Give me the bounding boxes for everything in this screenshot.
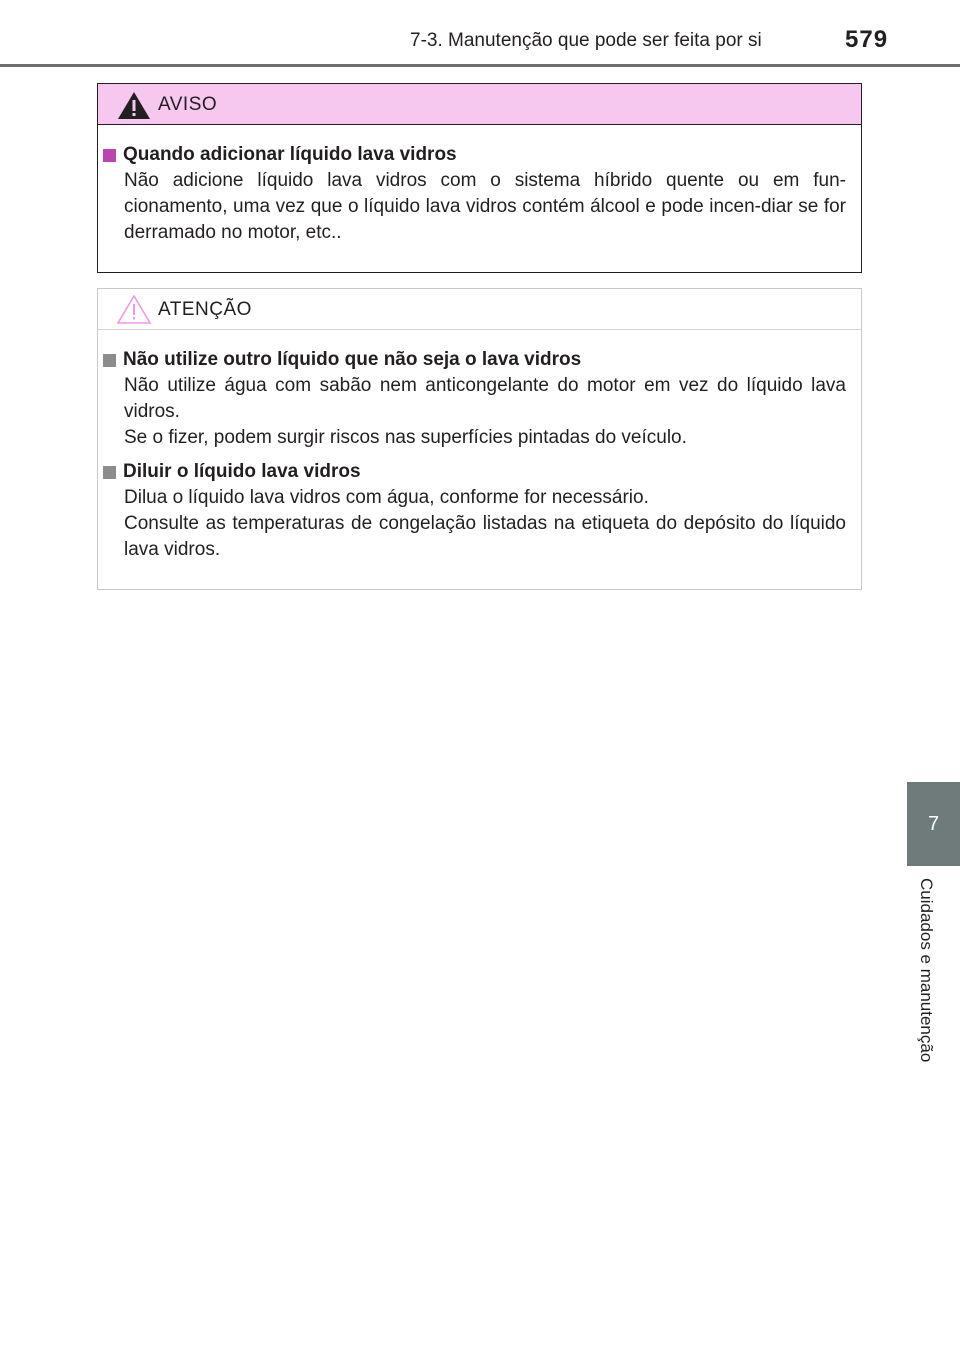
paragraph: Consulte as temperaturas de congelação listadas na etiqueta do depósito do líquido lava vidros. (124, 513, 846, 560)
page-header (0, 0, 960, 66)
bullet-square-icon (103, 149, 116, 162)
section-heading: Diluir o líquido lava vidros (123, 461, 361, 482)
section-body (124, 485, 846, 563)
paragraph: Se o fizer, podem surgir riscos nas superfícies pintadas do veículo. (124, 427, 687, 448)
section-body (124, 373, 846, 451)
chapter-tab (907, 782, 960, 866)
paragraph: Não utilize água com sabão nem anticongelante do motor em vez do líquido lava vidros. (124, 375, 846, 422)
page-number: 579 (845, 26, 889, 53)
bullet-square-icon (103, 354, 116, 367)
warning-label: AVISO (158, 94, 218, 115)
caution-triangle-outline-icon (115, 293, 153, 325)
caution-section-1 (103, 347, 846, 451)
header-divider (0, 64, 960, 67)
chapter-number: 7 (927, 812, 940, 835)
chapter-label-container (906, 878, 946, 1108)
caution-box (97, 288, 862, 590)
warning-box-header (98, 84, 861, 125)
bullet-square-icon (103, 466, 116, 479)
section-title: 7-3. Manutenção que pode ser feita por si (410, 30, 762, 51)
paragraph: Não adicione líquido lava vidros com o sistema híbrido quente ou em fun-cionamento, uma vez que o líquido lava vidros contém álcool e pode incen-diar se for derramado no motor, etc.. (124, 170, 846, 243)
paragraph: Dilua o líquido lava vidros com água, conforme for necessário. (124, 487, 649, 508)
caution-box-header (98, 289, 861, 330)
warning-section (103, 142, 846, 246)
section-heading: Quando adicionar líquido lava vidros (123, 144, 457, 165)
caution-section-2 (103, 459, 846, 563)
chapter-label: Cuidados e manutenção (917, 878, 936, 1063)
section-body (124, 168, 846, 246)
warning-box (97, 83, 862, 273)
section-heading: Não utilize outro líquido que não seja o lava vidros (123, 349, 582, 370)
warning-triangle-filled-icon (115, 89, 153, 121)
caution-label: ATENÇÃO (158, 299, 252, 320)
